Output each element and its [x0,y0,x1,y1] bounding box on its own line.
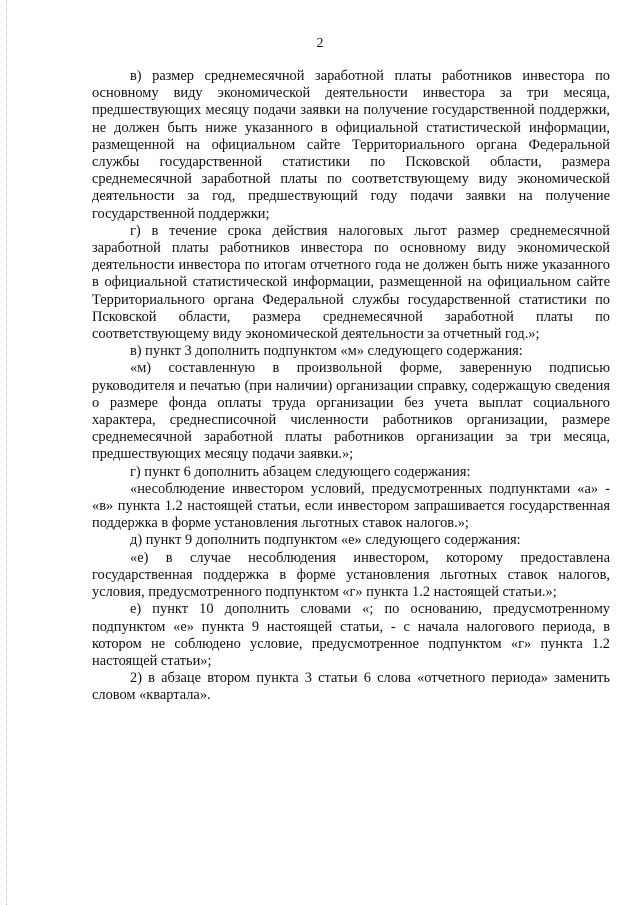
paragraph-amend-point-6: г) пункт 6 дополнить абзацем следующего содержания: [130,463,471,480]
paragraph-point-6-addition: «несоблюдение инвестором условий, предусмотренных подпунктами «а» - «в» пункта 1.2 настоящей статьи, если инвестором запрашивается государственная поддержка в форме установления льготных ставок налогов.»; [92,480,610,532]
paragraph-amend-point-9: д) пункт 9 дополнить подпунктом «е» следующего содержания: [130,532,521,549]
page-number: 2 [316,36,324,51]
document-body [92,68,610,705]
page-edge-line [6,0,7,905]
paragraph-item-v-salary-condition: в) размер среднемесячной заработной платы работников инвестора по основному виду экономической деятельности инвестора за три месяца, предшествующих месяцу подачи заявки на получение государственной поддержки, не должен быть ниже указанного в официальной статистической информации, размещенной на официальном сайте Территориального органа Федеральной службы государственной статистики по Псковской области, размера среднемесячной заработной платы по соответствующему виду экономической деятельности за год, предшествующий году подачи заявки на получение государственной поддержки; [92,68,610,222]
paragraph-item-g-salary-condition: г) в течение срока действия налоговых льгот размер среднемесячной заработной платы работников инвестора по основному виду экономической деятельности инвестора по итогам отчетного года не должен быть ниже указанного в официальной статистической информации, размещенной на официальном сайте Территориального органа Федеральной службы государственной статистики по Псковской области, размера среднемесячной заработной платы по соответствующему виду экономической деятельности за отчетный год.»; [92,222,610,343]
paragraph-amend-point-3: в) пункт 3 дополнить подпунктом «м» следующего содержания: [130,343,523,360]
paragraph-subpoint-m: «м) составленную в произвольной форме, заверенную подписью руководителя и печатью (при наличии) организации справку, содержащую сведения о размере фонда оплаты труда организации без учета выплат социального характера, среднесписочной численности работников организации, размере среднемесячной заработной платы работников организации за три месяца, предшествующих месяцу подачи заявки.»; [92,360,610,463]
paragraph-amend-point-10: е) пункт 10 дополнить словами «; по основанию, предусмотренному подпунктом «е» пункта 9 настоящей статьи, - с начала налогового периода, в котором не соблюдено условие, предусмотренное подпунктом «г» пункта 1.2 настоящей статьи»; [92,601,610,669]
paragraph-amend-article-6: 2) в абзаце втором пункта 3 статьи 6 слова «отчетного периода» заменить словом «квартала». [92,670,610,704]
paragraph-subpoint-e: «е) в случае несоблюдения инвестором, которому предоставлена государственная поддержка в форме установления льготных ставок налогов, условия, предусмотренного подпунктом «г» пункта 1.2 настоящей статьи.»; [92,549,610,601]
